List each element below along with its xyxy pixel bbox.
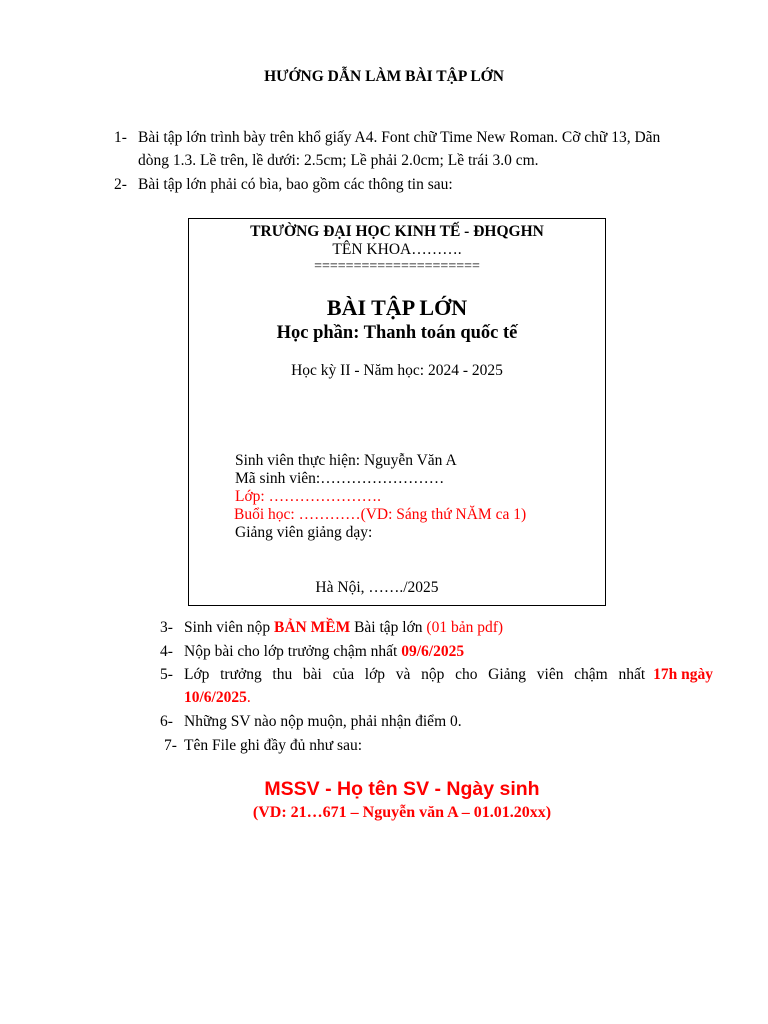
list-item xyxy=(160,616,720,639)
spacer xyxy=(645,663,653,686)
list-number: 2- xyxy=(114,176,127,193)
list-text-line: Bài tập lớn trình bày trên khổ giấy A4. Font chữ Time New Roman. Cỡ chữ 13, Dãn xyxy=(138,129,661,146)
emphasis-soft-copy: BẢN MỀM xyxy=(274,619,351,636)
deadline-date: 10/6/2025 xyxy=(184,689,247,706)
text-segment: Bài tập lớn xyxy=(350,619,427,636)
document-title: HƯỚNG DẪN LÀM BÀI TẬP LỚN xyxy=(264,68,504,85)
place-date: Hà Nội, ……./2025 xyxy=(315,579,439,596)
university-name: TRƯỜNG ĐẠI HỌC KINH TẾ - ĐHQGHN xyxy=(250,223,544,240)
text-segment: Lớp trưởng thu bài của lớp và nộp cho Giảng viên chậm nhất xyxy=(184,666,646,683)
separator-line: ===================== xyxy=(314,259,480,274)
list-text-line: dòng 1.3. Lề trên, lề dưới: 2.5cm; Lề phải 2.0cm; Lề trái 3.0 cm. xyxy=(138,152,539,169)
cover-title: BÀI TẬP LỚN xyxy=(326,295,468,320)
cover-page-sample xyxy=(188,218,606,606)
list-text-line xyxy=(184,663,713,686)
semester-info: Học kỳ II - Năm học: 2024 - 2025 xyxy=(291,362,503,379)
filename-format: MSSV - Họ tên SV - Ngày sinh xyxy=(264,778,540,800)
list-item xyxy=(160,640,720,663)
lecturer-field: Giảng viên giảng dạy: xyxy=(235,524,373,541)
text-segment: Sinh viên nộp xyxy=(184,619,274,636)
student-name: Sinh viên thực hiện: Nguyễn Văn A xyxy=(235,452,457,469)
deadline-time: 17h ngày xyxy=(653,666,713,683)
list-number: 3- xyxy=(160,619,173,636)
filename-example: (VD: 21…671 – Nguyễn văn A – 01.01.20xx) xyxy=(252,804,552,821)
list-number: 7- xyxy=(164,737,177,754)
emphasis-pdf: (01 bản pdf) xyxy=(426,619,504,636)
student-id: Mã sinh viên:…………………… xyxy=(235,470,445,487)
list-text: Tên File ghi đầy đủ như sau: xyxy=(184,737,363,754)
list-text: Bài tập lớn phải có bìa, bao gồm các thông tin sau: xyxy=(138,176,453,193)
list-text xyxy=(184,640,464,663)
deadline-date: 09/6/2025 xyxy=(401,643,465,660)
text-segment: . xyxy=(246,689,251,706)
faculty-name: TÊN KHOA………. xyxy=(332,241,462,258)
list-item xyxy=(114,173,714,196)
list-number: 6- xyxy=(160,713,173,730)
course-name: Học phần: Thanh toán quốc tế xyxy=(276,323,518,343)
list-number: 5- xyxy=(160,666,173,683)
list-item xyxy=(114,126,714,172)
list-item xyxy=(160,710,720,733)
list-number: 4- xyxy=(160,643,173,660)
list-item xyxy=(160,663,720,709)
list-text: Những SV nào nộp muộn, phải nhận điểm 0. xyxy=(184,713,462,730)
list-number: 1- xyxy=(114,129,127,146)
text-segment: Nộp bài cho lớp trưởng chậm nhất xyxy=(184,643,402,660)
list-text-line xyxy=(184,686,251,709)
session-field: Buổi học: …………(VD: Sáng thứ NĂM ca 1) xyxy=(234,506,527,523)
class-field: Lớp: …………………. xyxy=(235,488,381,505)
list-item xyxy=(164,734,724,757)
list-text xyxy=(184,616,503,639)
